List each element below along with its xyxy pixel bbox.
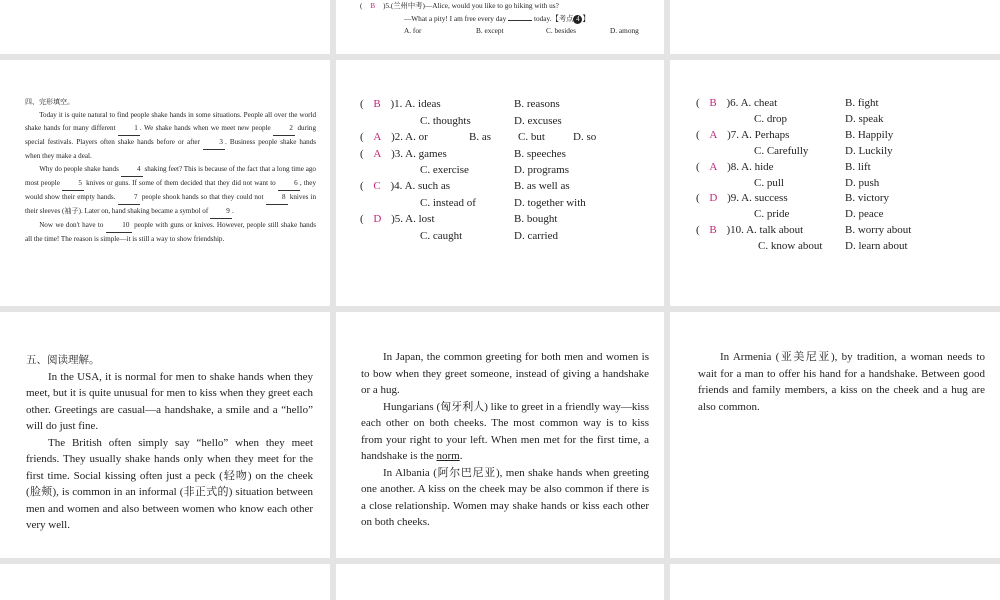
option-d: D. learn about	[845, 240, 908, 252]
question-5: ( D )5. A. lost	[360, 213, 435, 225]
option-b: B. except	[476, 26, 504, 35]
answer-letter: A	[709, 129, 718, 141]
blank-10: 10	[106, 219, 132, 233]
option-c: C. besides	[546, 26, 576, 35]
reading-paragraph: In Armenia (亚美尼亚), by tradition, a woman needs to wait for a man to offer his hand for a handshake. Between good friends and family members, a kiss on the cheek and a hug are also common.	[698, 351, 985, 413]
panel-bottom-left	[0, 564, 330, 600]
panel-top-left	[0, 0, 330, 54]
question-3: ( A )3. A. games	[360, 148, 447, 160]
question-10: ( B )10. A. talk about	[696, 224, 804, 236]
blank-7: 7	[118, 191, 140, 205]
answer-letter: C	[373, 180, 381, 192]
answer-letter: A	[373, 131, 382, 143]
blank-9: 9	[210, 205, 232, 219]
option-d: D. speak	[845, 113, 884, 125]
option-d: D. excuses	[514, 115, 562, 127]
section-heading: 四、完形填空。	[25, 98, 74, 106]
panel-top-middle	[336, 0, 664, 54]
option-c: C. pride	[754, 208, 790, 220]
section-heading: 五、阅读理解。	[26, 354, 100, 366]
question-6: ( B )6. A. cheat	[696, 97, 778, 109]
option-d: D. programs	[514, 164, 569, 176]
blank-4: 4	[121, 163, 143, 177]
question-5-top: ( B )5.(兰州中考)—Alice, would you like to go hiking with us?	[360, 1, 559, 10]
option-b: B. Happily	[845, 129, 894, 141]
option-c: C. caught	[420, 230, 463, 242]
panel-reading-3	[670, 312, 1000, 558]
kaodian-number: 4	[573, 15, 582, 24]
panel-cloze-passage	[0, 60, 330, 306]
option-a: A. for	[404, 26, 422, 35]
reading-paragraph: Hungarians (匈牙利人) like to greet in a friendly way—kiss each other on both cheeks. The most common way is to kiss from your right to your left. When men met for the first time, a handshake is the norm.	[361, 400, 649, 462]
question-5-line2: —What a pity! I am free every day today.【考点 4 】	[404, 14, 590, 23]
blank-8: 8	[266, 191, 288, 205]
option-b: B. victory	[845, 192, 889, 204]
answer-letter: B	[370, 1, 376, 10]
question-4: ( C )4. A. such as	[360, 180, 451, 192]
panel-answers-1-5	[336, 60, 664, 306]
blank-3: 3	[203, 136, 225, 150]
option-d: D. so	[573, 131, 597, 143]
reading-paragraph: In Albania (阿尔巴尼亚), men shake hands when greeting one another. A kiss on the cheek may be also common if there is a close relationship. Women may shake hands or kiss each other on both cheeks.	[361, 466, 649, 528]
option-d: D. among	[610, 26, 639, 35]
option-b: B. speeches	[514, 148, 566, 160]
option-d: D. push	[845, 177, 880, 189]
panel-reading-1	[0, 312, 330, 558]
option-b: B. bought	[514, 213, 558, 225]
cloze-paragraph-2: Why do people shake hands 4 shaking feet? This is because of the fact that a long time ago most people 5 knives or guns. If some of them decided that they did not want to 6 , they would show their empty hands. 7 people shook hands so that they could not 8 knives in their sleeves (袖子). Later on, hand shaking became a symbol of 9 .	[25, 163, 316, 219]
question-2: ( A )2. A. or	[360, 131, 428, 143]
option-c: C. pull	[754, 177, 784, 189]
option-b: B. lift	[845, 161, 871, 173]
option-c: C. but	[518, 131, 545, 143]
reading-paragraph: In Japan, the common greeting for both men and women is to bow when they greet someone, instead of giving a handshake or a hug.	[361, 351, 649, 396]
cloze-paragraph-1: Today it is quite natural to find people shake hands in some situations. People all over the world shake hands for many different 1 . We shake hands when we meet new people 2 during special festivals. Players often shake hands before or after 3 . Business people shake hands when they make a deal.	[25, 111, 317, 160]
fill-blank	[508, 20, 532, 21]
option-b: B. as well as	[514, 180, 570, 192]
underlined-word: norm	[436, 450, 460, 462]
panel-bottom-middle	[336, 564, 664, 600]
option-c: C. drop	[754, 113, 787, 125]
option-b: B. reasons	[514, 98, 560, 110]
question-9: ( D )9. A. success	[696, 192, 788, 204]
blank-6: 6	[278, 177, 300, 191]
panel-bottom-right	[670, 564, 1000, 600]
panel-answers-6-10	[670, 60, 1000, 306]
question-5-options	[404, 25, 664, 37]
reading-paragraph: The British often simply say “hello” when they meet friends. They usually shake hands only when they meet for the first time. Social kissing often just a peck (轻吻) on the cheek (脸颊), is common in an informal (非正式的) situation between men and women and also between women who know each other very well.	[26, 436, 313, 531]
option-b: B. as	[469, 131, 491, 143]
option-c: C. thoughts	[420, 115, 471, 127]
panel-top-right	[670, 0, 1000, 54]
option-b: B. fight	[845, 97, 879, 109]
answer-letter: B	[373, 98, 381, 110]
reading-paragraph: In the USA, it is normal for men to shake hands when they meet, but it is quite unusual for men to kiss when they greet each other. Greetings are casual—a handshake, a smile and a “hello” will do just fine.	[26, 370, 313, 432]
answer-letter: B	[709, 97, 717, 109]
panel-reading-2	[336, 312, 664, 558]
option-c: C. Carefully	[754, 145, 809, 157]
answer-letter: D	[373, 213, 382, 225]
option-d: D. together with	[514, 197, 586, 209]
blank-2: 2	[273, 122, 295, 136]
option-b: B. worry about	[845, 224, 912, 236]
option-c: C. exercise	[420, 164, 469, 176]
cloze-paragraph-3: Now we don't have to 10 people with guns or knives. However, people still shake hands all the time! The reason is simple—it is still a way to show friendship.	[25, 221, 316, 243]
option-d: D. Luckily	[845, 145, 893, 157]
blank-1: 1	[118, 122, 140, 136]
option-c: C. instead of	[420, 197, 476, 209]
answer-letter: D	[709, 192, 718, 204]
question-1: ( B )1. A. ideas	[360, 98, 441, 110]
blank-5: 5	[62, 177, 84, 191]
option-d: D. carried	[514, 230, 558, 242]
answer-letter: B	[709, 224, 717, 236]
answer-letter: A	[709, 161, 718, 173]
option-c: C. know about	[758, 240, 823, 252]
option-d: D. peace	[845, 208, 884, 220]
question-8: ( A )8. A. hide	[696, 161, 774, 173]
answer-letter: A	[373, 148, 382, 160]
question-7: ( A )7. A. Perhaps	[696, 129, 790, 141]
